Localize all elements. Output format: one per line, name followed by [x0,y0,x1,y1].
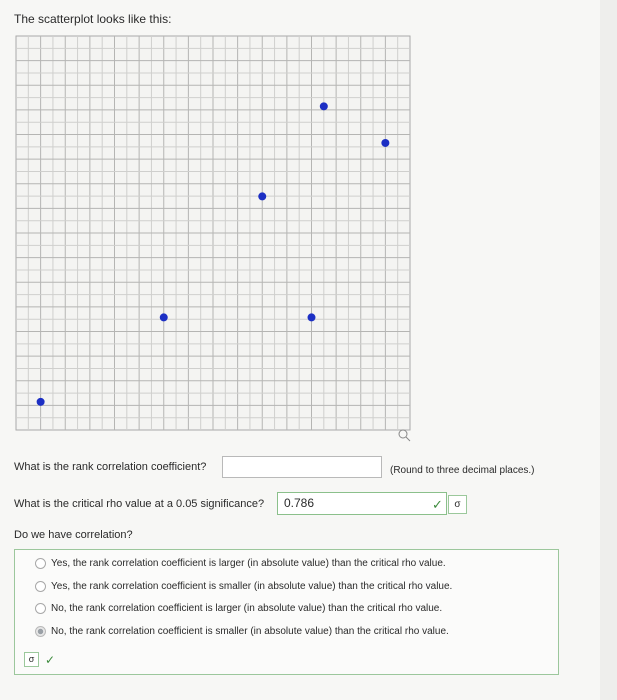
plot-grid [16,36,410,430]
data-point [308,313,316,321]
correlation-options [14,549,559,675]
critical-rho-question: What is the critical rho value at a 0.05 significance? [14,498,265,510]
option-label: Yes, the rank correlation coefficient is smaller (in absolute value) than the critical rho value. [51,581,453,592]
data-point [320,102,328,110]
scatterplot [10,30,414,448]
option-4[interactable] [35,626,449,637]
radio-option-4[interactable] [35,626,46,637]
data-point [258,192,266,200]
radio-option-2[interactable] [35,581,46,592]
data-point [381,139,389,147]
option-label: Yes, the rank correlation coefficient is larger (in absolute value) than the critical rho value. [51,558,446,569]
correlation-question: Do we have correlation? [14,529,133,541]
intro-text: The scatterplot looks like this: [14,12,172,26]
math-palette-icon[interactable]: σ [24,652,39,667]
math-palette-icon[interactable]: σ [448,495,467,514]
option-2[interactable] [35,581,452,592]
option-label: No, the rank correlation coefficient is smaller (in absolute value) than the critical rho value. [51,626,449,637]
option-1[interactable] [35,558,446,569]
zoom-icon [399,430,410,441]
data-point [160,313,168,321]
rank-correlation-input[interactable] [222,456,382,478]
correct-check-icon: ✓ [432,497,443,512]
option-3[interactable] [35,603,442,614]
radio-option-1[interactable] [35,558,46,569]
radio-option-3[interactable] [35,603,46,614]
data-point [37,398,45,406]
correct-check-icon: ✓ [45,652,56,667]
rank-correlation-question: What is the rank correlation coefficient? [14,461,207,473]
answer-footer [24,652,55,667]
rounding-hint: (Round to three decimal places.) [390,465,535,476]
option-label: No, the rank correlation coefficient is larger (in absolute value) than the critical rho value. [51,603,443,614]
critical-rho-input[interactable]: 0.786 [277,492,447,515]
